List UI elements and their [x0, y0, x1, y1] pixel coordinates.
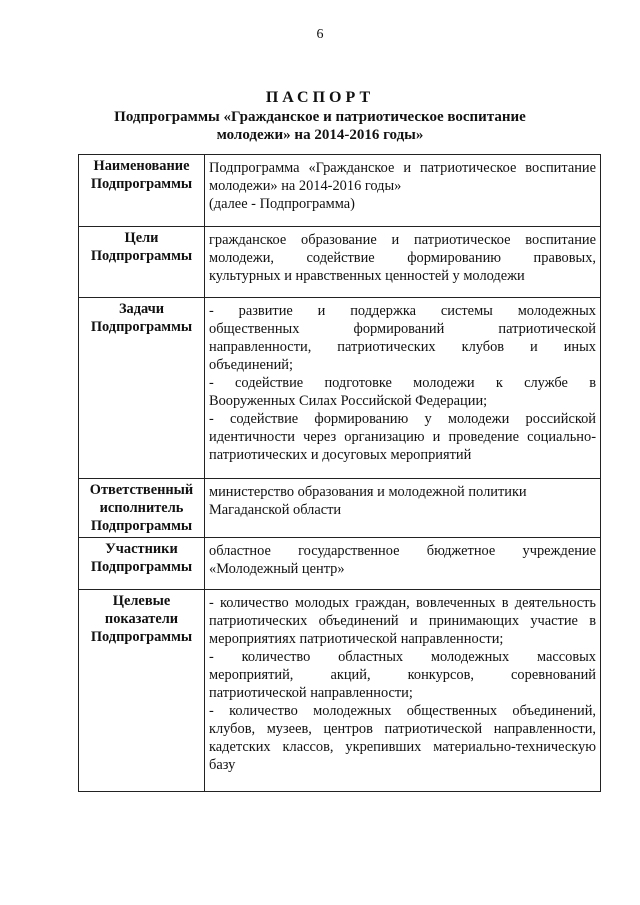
content-line: (далее - Подпрограмма)	[209, 196, 355, 212]
content-line: кадетских классов, укрепивших материально-техническую	[209, 739, 596, 755]
label-line: Подпрограммы	[90, 559, 193, 575]
content-line: областное государственное бюджетное учреждение	[209, 543, 596, 559]
row-label	[79, 298, 205, 479]
content-line: Магаданской области	[209, 502, 342, 518]
label-line: Участники	[105, 541, 178, 557]
row-name	[79, 155, 601, 227]
page-number: 6	[316, 27, 324, 42]
row-label	[79, 155, 205, 227]
row-content	[205, 298, 601, 479]
label-line: исполнитель	[99, 500, 184, 516]
content-line: молодежи» на 2014-2016 годы»	[209, 178, 402, 194]
content-line: объединений;	[209, 357, 294, 373]
content-line: мероприятиях патриотической направленности;	[209, 631, 504, 647]
content-line: молодежи, содействие формированию правовых,	[209, 250, 596, 266]
title-subprogram-line2: молодежи» на 2014-2016 годы»	[216, 127, 424, 143]
label-line: Целевые	[112, 593, 171, 609]
label-line: Подпрограммы	[90, 319, 193, 335]
row-label	[79, 227, 205, 298]
label-line: Подпрограммы	[90, 176, 193, 192]
row-label	[79, 479, 205, 538]
label-line: Подпрограммы	[90, 248, 193, 264]
row-content	[205, 538, 601, 590]
content-line: патриотических и досуговых мероприятий	[209, 447, 472, 463]
label-line: Ответственный	[89, 482, 194, 498]
label-line: Наименование	[93, 158, 190, 174]
content-line: мероприятий, акций, конкурсов, соревнований	[209, 667, 596, 683]
row-executor	[79, 479, 601, 538]
content-line: Вооруженных Силах Российской Федерации;	[209, 393, 488, 409]
passport-table	[78, 154, 601, 792]
row-content	[205, 227, 601, 298]
document-title	[0, 88, 640, 144]
content-line: - развитие и поддержка системы молодежных	[209, 303, 596, 319]
row-label	[79, 590, 205, 792]
row-content	[205, 590, 601, 792]
content-line: базу	[209, 757, 236, 773]
row-label	[79, 538, 205, 590]
content-line: клубов, музеев, центров патриотической направленности,	[209, 721, 596, 737]
content-line: министерство образования и молодежной политики	[209, 484, 527, 500]
row-content	[205, 479, 601, 538]
label-line: Подпрограммы	[90, 629, 193, 645]
label-line: Цели	[124, 230, 159, 246]
content-line: - количество областных молодежных массовых	[209, 649, 596, 665]
content-line: общественных формирований патриотической	[209, 321, 596, 337]
content-line: культурных и нравственных ценностей у молодежи	[209, 268, 525, 284]
row-indicators	[79, 590, 601, 792]
label-line: показатели	[104, 611, 179, 627]
title-subprogram-line1: Подпрограммы «Гражданское и патриотическое воспитание	[114, 109, 526, 125]
content-line: Подпрограмма «Гражданское и патриотическое воспитание	[209, 160, 596, 176]
content-line: - количество молодежных общественных объединений,	[209, 703, 596, 719]
content-line: - содействие подготовке молодежи к службе в	[209, 375, 596, 391]
content-line: идентичности через организацию и проведение социально-	[209, 429, 596, 445]
content-line: - содействие формированию у молодежи российской	[209, 411, 596, 427]
content-line: направленности, патриотических клубов и иных	[209, 339, 596, 355]
label-line: Подпрограммы	[90, 518, 193, 534]
title-passport: ПАСПОРТ	[265, 89, 375, 106]
content-line: - количество молодых граждан, вовлеченных в деятельность	[209, 595, 596, 611]
content-line: патриотической направленности;	[209, 685, 413, 701]
content-line: гражданское образование и патриотическое воспитание	[209, 232, 596, 248]
row-tasks	[79, 298, 601, 479]
row-content	[205, 155, 601, 227]
content-line: патриотических объединений и принимающих участие в	[209, 613, 596, 629]
row-goals	[79, 227, 601, 298]
content-line: «Молодежный центр»	[209, 561, 345, 577]
row-participants	[79, 538, 601, 590]
label-line: Задачи	[118, 301, 165, 317]
